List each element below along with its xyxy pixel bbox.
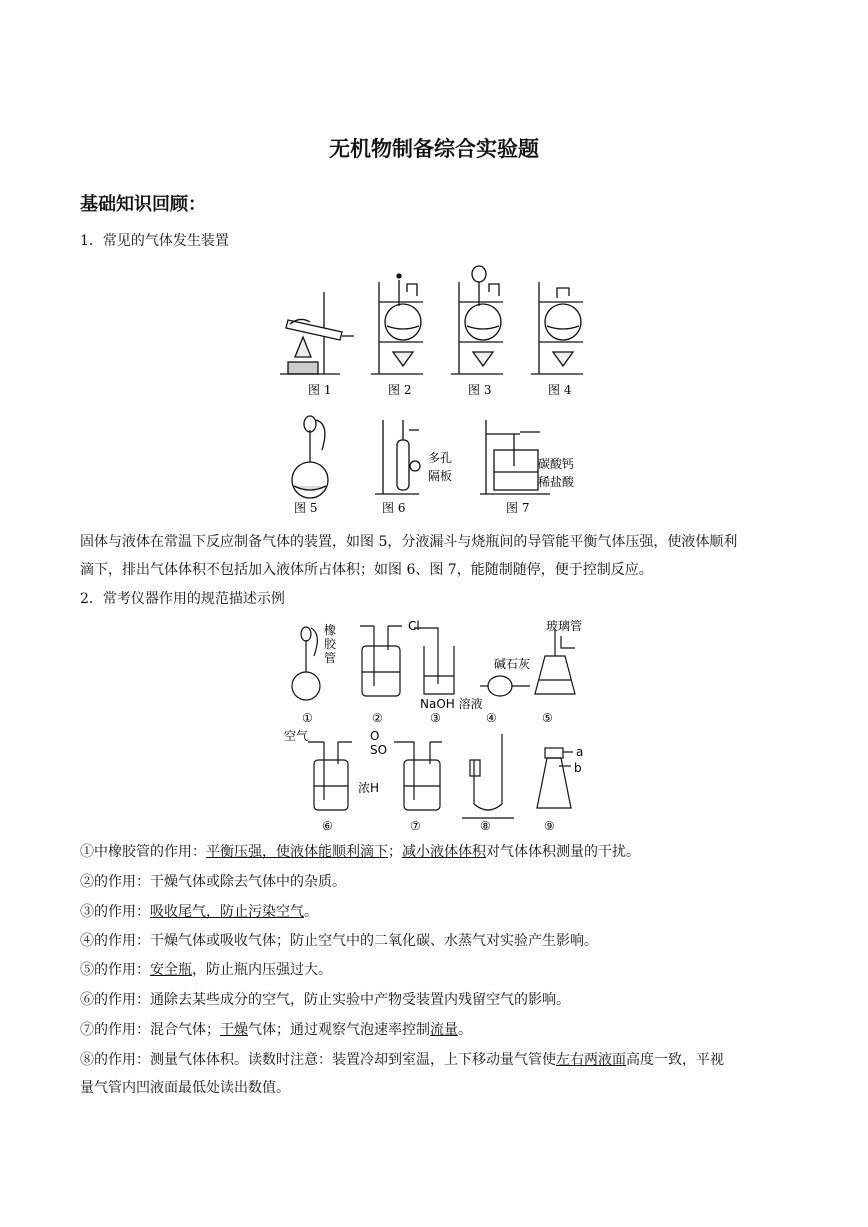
- inst-number-6: ⑥: [322, 819, 333, 833]
- inst3-beaker-cl2: [414, 628, 454, 694]
- paragraph-1: [80, 528, 792, 584]
- fig7-label-caco3: 碳酸钙: [538, 457, 575, 471]
- inst1-flask-with-rubber-tube: [292, 627, 320, 700]
- inst-number-9: ⑨: [544, 819, 555, 833]
- fig7-caption: 图 7: [506, 501, 530, 515]
- fig5-caption: 图 5: [294, 501, 318, 515]
- inst7-bottle-mix: [394, 742, 442, 810]
- fig6-label-plate: 隔板: [428, 469, 453, 483]
- fig4-apparatus: [531, 282, 583, 374]
- inst-number-2: ②: [372, 711, 383, 725]
- label-sodalime: 碱石灰: [494, 657, 531, 671]
- inst-number-5: ⑤: [542, 711, 553, 725]
- label-naoh: NaOH 溶液: [420, 697, 483, 711]
- gas-generator-figures-row2: [280, 410, 600, 518]
- inst-number-8: ⑧: [480, 819, 491, 833]
- fig2-caption: 图 2: [388, 383, 412, 397]
- label-rubber-1: 橡: [324, 623, 337, 637]
- desc-line-7: ⑦的作用：混合气体；干燥气体；通过观察气泡速率控制流量。: [80, 1022, 472, 1038]
- inst-number-7: ⑦: [410, 819, 421, 833]
- label-b: b: [574, 761, 582, 775]
- inst5-conical-flask: [535, 630, 575, 694]
- inst9-flask-ab: [537, 748, 573, 808]
- page-title: 无机物制备综合实验题: [329, 137, 539, 161]
- inst8-gas-burette: [462, 734, 514, 818]
- fig6-apparatus: [375, 420, 420, 494]
- desc-line-6: ⑥的作用：通除去某些成分的空气，防止实验中产物受装置内残留空气的影响。: [80, 992, 570, 1008]
- label-rubber-2: 胶: [324, 637, 337, 651]
- desc-line-8: ⑧的作用：测量气体体积。读数时注意：装置冷却到室温，上下移动量气管使左右两液面高度一致，平视: [80, 1052, 724, 1068]
- label-h2so4: 浓H: [358, 781, 380, 795]
- item-2-heading: 2．常考仪器作用的规范描述示例: [80, 591, 285, 607]
- label-air: 空气: [284, 730, 309, 743]
- fig6-caption: 图 6: [382, 501, 406, 515]
- paragraph-1-line-2: 滴下，排出气体体积不包括加入液体所占体积；如图 6、图 7，能随制随停，便于控制反应。: [80, 562, 653, 578]
- label-rubber-3: 管: [324, 651, 337, 665]
- label-glass-tube: 玻璃管: [546, 619, 583, 633]
- desc-line-4: ④的作用：干燥气体或吸收气体；防止空气中的二氧化碳、水蒸气对实验产生影响。: [80, 933, 598, 949]
- desc-line-5: ⑤的作用：安全瓶，防止瓶内压强过大。: [80, 962, 332, 978]
- fig7-label-hcl: 稀盐酸: [538, 475, 575, 489]
- label-so2: SO: [370, 743, 388, 757]
- desc-line-3: ③的作用：吸收尾气，防止污染空气。: [80, 904, 318, 920]
- label-a: a: [576, 745, 584, 759]
- fig6-label-porous: 多孔: [428, 451, 453, 465]
- instrument-figures-row1: [280, 616, 610, 728]
- gas-generator-figures-row1: [270, 262, 600, 402]
- section-heading: 基础知识回顾：: [80, 194, 206, 215]
- label-o2: O: [370, 730, 380, 743]
- inst4-drying-tube: [480, 676, 530, 696]
- fig2-apparatus: [371, 274, 423, 374]
- desc-line-8b: 量气管内凹液面最低处读出数值。: [80, 1080, 290, 1096]
- inst6-bottle-air: [308, 742, 352, 810]
- fig1-apparatus: [280, 292, 354, 374]
- label-cl2: Cl: [408, 619, 420, 633]
- fig3-caption: 图 3: [468, 383, 492, 397]
- paragraph-1-line-1: 固体与液体在常温下反应制备气体的装置，如图 5，分液漏斗与烧瓶间的导管能平衡气体压强，使液体顺利: [80, 534, 738, 550]
- fig3-apparatus: [451, 266, 503, 374]
- inst-number-1: ①: [302, 711, 313, 725]
- instrument-figures-row2: [282, 730, 602, 838]
- inst-number-4: ④: [486, 711, 497, 725]
- item-1-heading: 1．常见的气体发生装置: [80, 233, 229, 249]
- desc-line-1: ①中橡胶管的作用：平衡压强，使液体能顺利滴下；减小液体体积对气体体积测量的干扰。: [80, 844, 640, 860]
- fig4-caption: 图 4: [548, 383, 572, 397]
- inst2-gas-washing-bottle: [360, 626, 402, 696]
- desc-line-2: ②的作用：干燥气体或除去气体中的杂质。: [80, 874, 346, 890]
- fig1-caption: 图 1: [308, 383, 332, 397]
- fig5-apparatus: [292, 416, 328, 498]
- inst-number-3: ③: [430, 711, 441, 725]
